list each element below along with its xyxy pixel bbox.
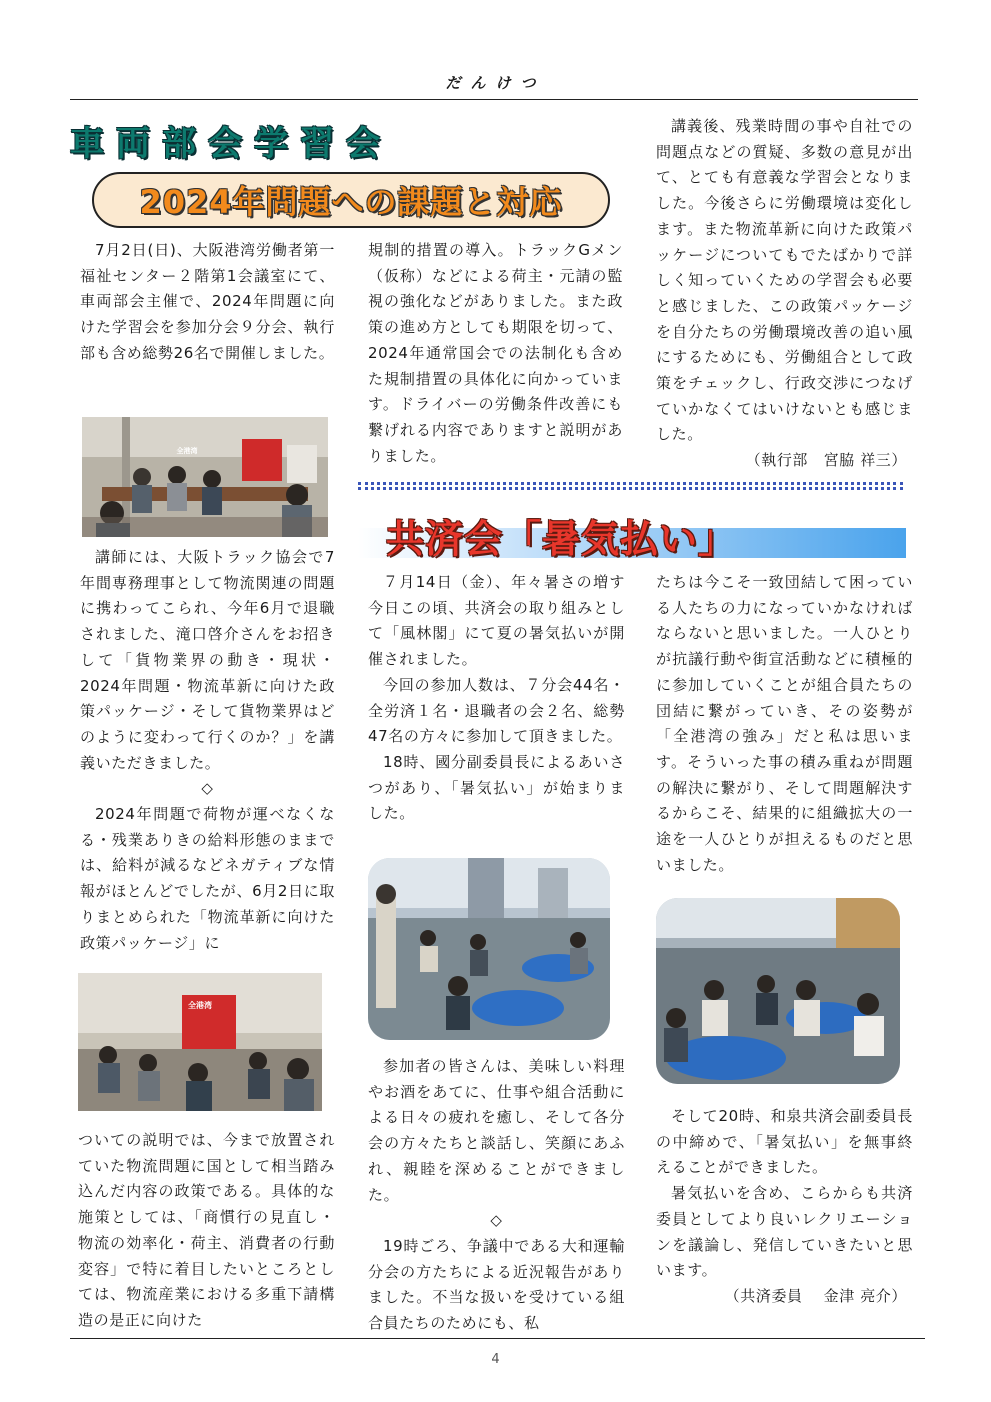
header-rule [70,99,918,100]
bukai-col1-top [80,238,335,367]
kyosai-paragraph: 18時、國分副委員長によるあいさつがあり、「暑気払い」が始まりました。 [368,752,625,823]
summer-party-photo-1 [368,858,610,1040]
kyosai-headline: 共済会「暑気払い」 [386,517,738,561]
section-divider: ◇ [490,1211,503,1230]
bukai-col2 [368,238,623,469]
page-number: 4 [491,1352,500,1367]
bukai-subtitle-box [92,172,610,228]
bukai-paragraph: 2024年問題で荷物が運べなくなる・残業ありきの給料形態のままでは、給料が減るなどネガティブな情報がほとんどでしたが、6月2日に取りまとめられた「物流革新に向けた政策パッケージ」に [80,805,335,952]
bukai-col1-bottom [78,1128,335,1334]
footer-rule [70,1338,925,1339]
bukai-paragraph: 7月2日(日)、大阪港湾労働者第一福祉センター２階第1会議室にて、車両部会主催で、2024年問題に向けた学習会を参加分会９分会、執行部も含め総勢26名で開催しました。 [80,241,335,362]
kyosai-col2-bottom [368,1054,625,1337]
kyosai-paragraph: 参加者の皆さんは、美味しい料理やお酒をあてに、仕事や組合活動による日々の疲れを癒し、そして各分会の方々たちと談話し、笑顔にあふれ、親睦を深めることができました。 [368,1057,625,1204]
bukai-paragraph: 規制的措置の導入。トラックGメン（仮称）などによる荷主・元請の監視の強化などがありました。また政策の進め方としても期限を切って、2024年通常国会での法制化も含めた規制措置の具体化に向かっています。ドライバーの労働条件改善にも繋げれる内容でありますと説明がありました。 [368,241,623,465]
bukai-col3 [656,114,913,474]
section-divider: ◇ [201,779,214,798]
summer-party-photo-2 [656,898,900,1084]
kyosai-paragraph: そして20時、和泉共済会副委員長の中締めで、「暑気払い」を無事終えることができました。 [656,1107,913,1177]
article-divider [358,482,903,490]
study-session-photo-2 [78,973,322,1111]
bukai-paragraph: 講義後、残業時間の事や自社での問題点などの質疑、多数の意見が出て、とても有意義な学習会となりました。今後さらに労働環境は変化します。また物流革新に向けた政策パッケージについてもでたばかりで詳しく知っていくための学習会も必要と感じました、この政策パッケージを自分たちの労働環境改善の追い風にするためにも、労働組合として政策をチェックし、行政交渉につなげていかなくてはいけないとも感じました。 [656,117,913,444]
bukai-signature: （執行部 宮脇 祥三） [745,451,907,470]
kyosai-signature: （共済委員 金津 亮介） [724,1286,907,1305]
newsletter-title: だんけつ [445,74,546,92]
kyosai-paragraph: たちは今こそ一致団結して困っている人たちの力になっていかなければならないと思いました。一人ひとりが抗議行動や街宣活動などに積極的に参加していくことが組合員たちの団結に繋がっていき、その姿勢が「全港湾の強み」だと私は思います。そういった事の積み重ねが問題の解決に繋がり、そして問題解決するからこそ、結果的に組織拡大の一途を一人ひとりが担えるものだと思いました。 [656,573,913,874]
kyosai-col2-top [368,570,625,827]
kyosai-paragraph: 暑気払いを含め、こらからも共済委員としてより良いレクリエーションを議論し、発信していきたいと思います。 [656,1184,913,1280]
kyosai-paragraph: 今回の参加人数は、７分会44名・全労済１名・退職者の会２名、総勢47名の方々に参加して頂きました。 [368,675,625,746]
bukai-paragraph: 講師には、大阪トラック協会で7年間専務理事として物流関連の問題に携わってこられ、今年6月で退職されました、滝口啓介さんをお招きして「貨物業界の動き・現状・2024年問題・物流革新に向けた政策パッケージ・そして貨物業界はどのように変わって行くのか？」を講義いただきました。 [80,548,335,772]
photo1-banner-text: 全港湾 [176,447,198,455]
study-session-photo-1 [82,417,328,537]
kyosai-col3-top [656,570,913,878]
kyosai-paragraph: ７月14日（金）、年々暑さの増す今日この頃、共済会の取り組みとして「風林閣」にて夏の暑気払いが開催されました。 [368,573,625,669]
bukai-col1-middle [80,545,335,956]
bukai-paragraph: ついての説明では、今まで放置されていた物流問題に国として相当踏み込んだ内容の政策である。具体的な施策としては、「商慣行の見直し・物流の効率化・荷主、消費者の行動変容」で特に着目したいところとしては、物流産業における多重下請構造の是正に向けた [78,1131,335,1329]
bukai-subtitle: 2024年問題への課題と対応 [139,183,563,221]
bukai-headline: 車両部会学習会 [70,124,392,164]
photo2-banner-text: 全港湾 [188,1001,212,1010]
kyosai-col3-bottom [656,1104,913,1310]
kyosai-paragraph: 19時ごろ、争議中である大和運輸分会の方たちによる近況報告がありました。不当な扱いを受けている組合員たちのためにも、私 [368,1236,625,1333]
